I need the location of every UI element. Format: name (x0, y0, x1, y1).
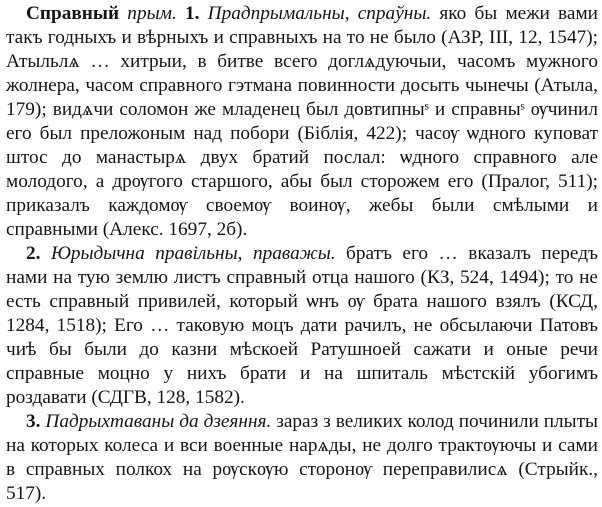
sense-2-paragraph (6, 242, 598, 410)
sense-text: яко бы межи вами такъ годныхъ и вѣрныхъ и справныхъ на то не было (АЗР, III, 12, 1547); Атыльлѧ … хитрыи, в битве всего доглѧдуючыи, часомъ мужного жолнера, часом справного гэтмана повинности досыть чынечы (Атыла, 179); видѧчи соломон же младенец был довтипныˢ и справныˢ ѹчинил его был преложоным над побори (Біблія, 422); часѹ ѡдного куповат штос до манастырѧ двух братий послал: ѡдного справного але молодого, а дрѹгого старшого, абы был сторожем его (Пралог, 511); приказалъ каждомѹ своемѹ воинѹ, жебы были смѣлыми и справными (Алекс. 1697, 2б). (6, 3, 598, 240)
part-of-speech: прым. (127, 3, 177, 24)
sense-text: зараз з великих колод починили плыты на которых колеса и вси военные нарѧды, не долго трактѹючы и сами в справных полкох на рѹскѹю сторонѹ переправилисѧ (Стрыйк., 517). (6, 411, 598, 504)
sense-text: братъ его … вказалъ передъ нами на тую землю листъ справный отца нашого (КЗ, 524, 1494); то не есть справный привилей, который ѡнъ ѹ брата нашого взялъ (КСД, 1284, 1518); Его … таковую моцъ дати рачилъ, не обсылаючи Патовъ чиѣ бы были до казни мѣскоей Ратушноей сажати и оные речи справные моцно у нихъ брати и на шпиталь мѣстскій убогимъ роздавати (СДГВ, 128, 1582). (6, 243, 598, 408)
sense-number: 2. (26, 243, 41, 264)
sense-definition: Прадпрымальны, спраўны. (207, 3, 432, 24)
sense-definition: Юрыдычна правільны, праважы. (50, 243, 336, 264)
sense-number: 1. (184, 3, 200, 24)
sense-number: 3. (26, 411, 41, 432)
sense-definition: Падрыхтаваны да дзеяння. (45, 411, 272, 432)
sense-3-paragraph (6, 410, 598, 506)
sense-1-paragraph (6, 2, 598, 242)
headword: Справный (26, 3, 120, 24)
